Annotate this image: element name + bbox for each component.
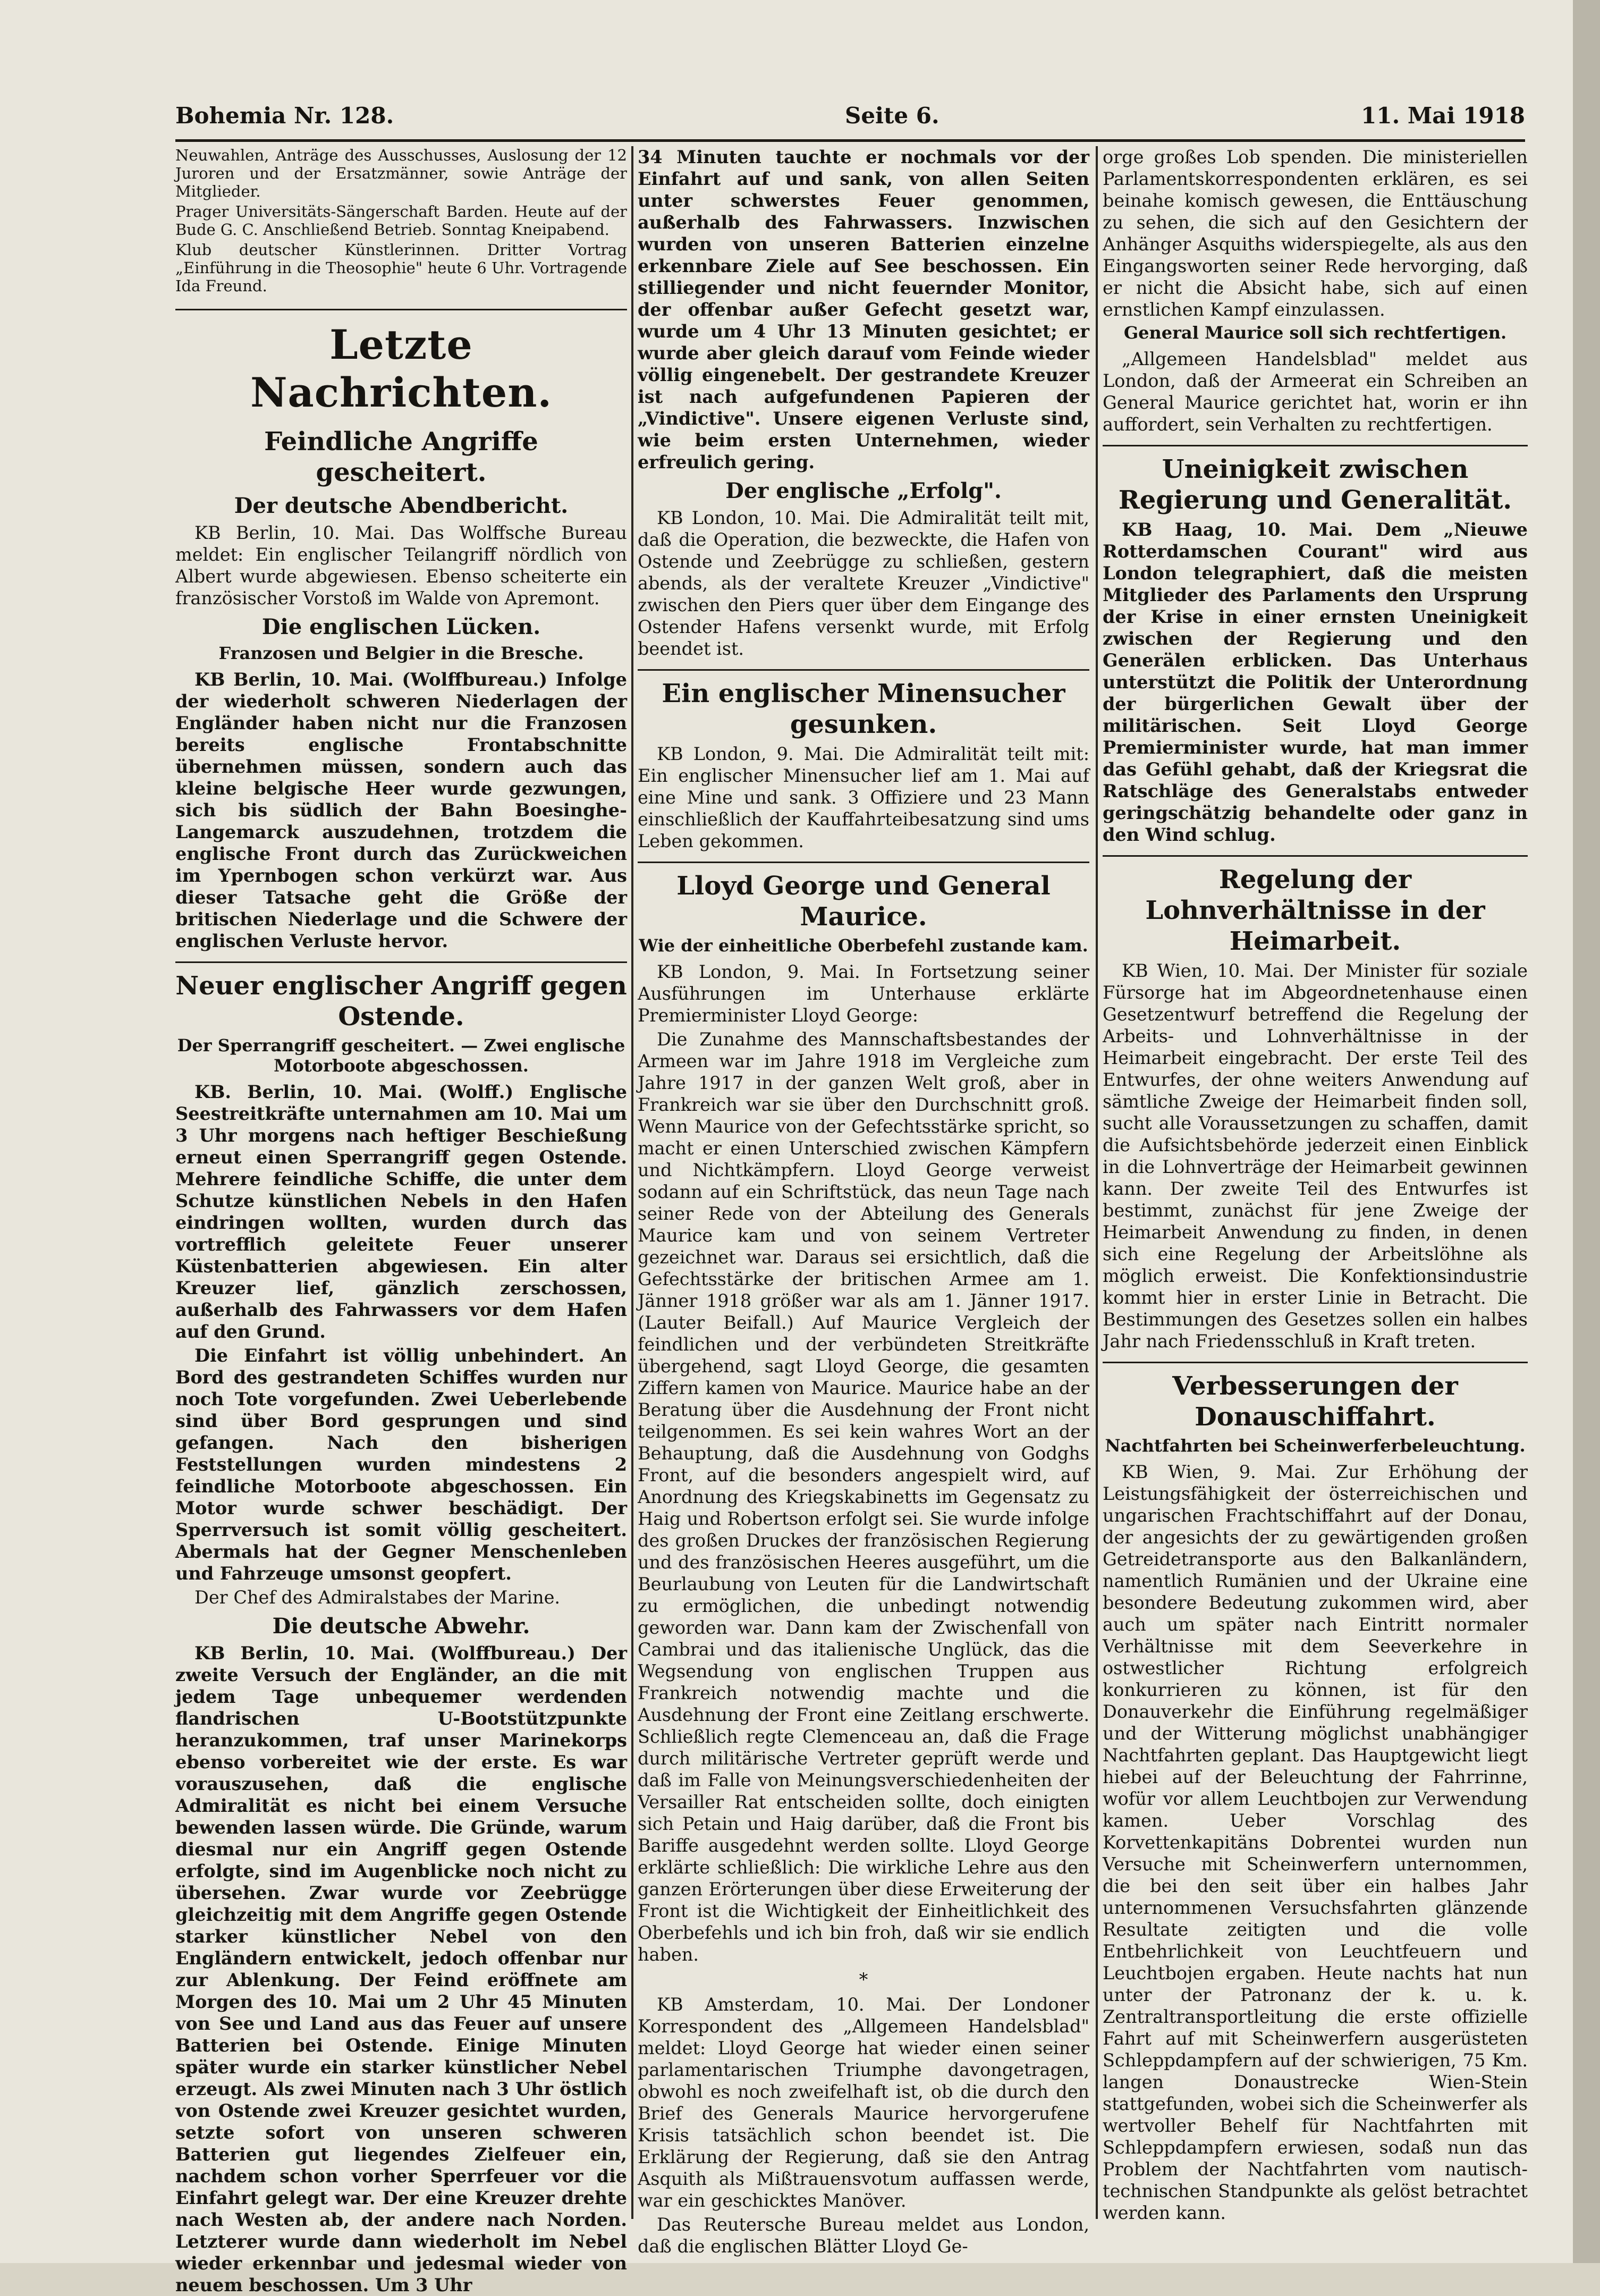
column-3 — [1103, 146, 1528, 2223]
article-body: KB Haag, 10. Mai. Dem „Nieuwe Rotterdamschen Courant" wird aus London telegraphiert, daß die meisten Mitglieder des Parlaments den Ursprung der Krise in einer ernsten Uneinigkeit zwischen der Regierung und den Generälen erblicken. Das Unterhaus unterstützt die Politik der Unterordnung der bürgerlichen Gewalt über der militärischen. Seit Lloyd George Premierminister wurde, hat man immer das Gefühl gehabt, daß der Kriegsrat die Ratschläge des Generalstabs entweder geringschätzig behandelte oder ganz in den Wind schlug. — [1103, 519, 1528, 845]
column-2 — [638, 146, 1089, 2257]
headline: Der englische „Erfolg". — [725, 478, 1002, 503]
headline: Regelung der Lohnverhältnisse in der Heimarbeit. — [1103, 855, 1528, 957]
article-body: KB Berlin, 10. Mai. (Wolffbureau.) Infolge der wiederholt schweren Niederlagen der Engländer haben nicht nur die Franzosen bereits englische Frontabschnitte übernehmen müssen, sondern auch das kleine belgische Heer wurde gezwungen, sich bis südlich der Bahn Boesinghe-Langemarck auszudehnen, trotzdem die englische Front durch das Zurückweichen im Ypernbogen schon verkürzt war. Aus dieser Tatsache geht die Größe der britischen Niederlage und die Schwere der englischen Verluste hervor. — [175, 669, 627, 951]
deck: Der Sperrangriff gescheitert. — Zwei englische Motorboote abgeschossen. — [177, 1035, 625, 1076]
page-header — [175, 100, 1525, 132]
deck: Wie der einheitliche Oberbefehl zustande kam. — [639, 935, 1088, 956]
article-continuation: orge großes Lob spenden. Die ministeriellen Parlamentskorrespondenten erklären, es sei beinahe komisch gewesen, die Enttäuschung zu sehen, die sich auf den Gesichtern der Anhänger Asquiths widerspiegelte, als aus den Eingangsworten seiner Rede hervorging, daß er nicht die Absicht habe, sich auf einen ernstlichen Kampf einzulassen. — [1103, 147, 1528, 320]
article-body: KB Berlin, 10. Mai. Das Wolffsche Bureau meldet: Ein englischer Teilangriff nördlich von Albert wurde abgewiesen. Ebenso scheiterte ein französischer Vorstoß im Walde von Apremont. — [175, 522, 627, 609]
article-body: „Allgemeen Handelsblad" meldet aus London, daß der Armeerat ein Schreiben an General Maurice gerichtet hat, worin er ihn auffordert, sein Verhalten zu rechtfertigen. — [1103, 349, 1528, 435]
headline: Uneinigkeit zwischen Regierung und Generalität. — [1103, 445, 1528, 516]
column-divider — [1096, 146, 1098, 2219]
headline: Verbesserungen der Donauschiffahrt. — [1103, 1362, 1528, 1432]
deck: Franzosen und Belgier in die Bresche. — [218, 643, 584, 663]
article-body: KB Amsterdam, 10. Mai. Der Londoner Korrespondent des „Allgemeen Handelsblad" meldet: Lloyd George hat wieder einen seiner parlamentarischen Triumphe davongetragen, obwohl es noch zweifelhaft ist, ob die durch den Brief des Generals Maurice hervorgerufene Krisis tatsächlich schon beendet ist. Die Erklärung der Regierung, daß sie den Antrag Asquith als Mißtrauensvotum auffassen werde, war ein geschicktes Manöver. — [638, 1994, 1089, 2211]
notice: Neuwahlen, Anträge des Ausschusses, Auslosung der 12 Juroren und der Ersatzmänner, sowie Anträge der Mitglieder. — [175, 146, 627, 200]
headline: Ein englischer Minensucher gesunken. — [638, 669, 1089, 740]
article-body: Das Reutersche Bureau meldet aus London, daß die englischen Blätter Lloyd Ge- — [638, 2214, 1089, 2257]
article-continuation: 34 Minuten tauchte er nochmals vor der Einfahrt auf und sank, von allen Seiten unter schwerstes Feuer genommen, außerhalb des Fahrwassers. Inzwischen wurden von unseren Batterien einzelne erkennbare Ziele auf See beschossen. Ein stilliegender und nicht feuernder Monitor, der offenbar außer Gefecht gesetzt war, wurde um 4 Uhr 13 Minuten gesichtet; er wurde aber gleich darauf vom Feinde wieder völlig eingenebelt. Der gestrandete Kreuzer ist nach aufgefundenen Papieren der „Vindictive". Unsere eigenen Verluste sind, wie beim ersten Unternehmen, wieder erfreulich gering. — [638, 147, 1089, 472]
headline: General Maurice soll sich rechtfertigen. — [1123, 323, 1507, 343]
article-body: KB. Berlin, 10. Mai. (Wolff.) Englische Seestreitkräfte unternahmen am 10. Mai um 3 Uhr morgens nach heftiger Beschießung erneut einen Sperrangriff gegen Ostende. Mehrere feindliche Schiffe, die unter dem Schutze künstlichen Nebels in den Hafen eindringen wollten, wurden durch das vortrefflich geleitete Feuer unserer Küstenbatterien abgewiesen. Ein alter Kreuzer lief, gänzlich zerschossen, außerhalb des Fahrwassers vor dem Hafen auf den Grund. — [175, 1082, 627, 1342]
signature: Der Chef des Admiralstabes der Marine. — [194, 1587, 561, 1608]
article-body: KB Wien, 10. Mai. Der Minister für soziale Fürsorge hat im Abgeordnetenhause einen Gesetzentwurf betreffend die Regelung der Arbeits- und Lohnverhältnisse in der Heimarbeit eingebracht. Der erste Teil des Entwurfes, der ohne weiters Anwendung auf sämtliche Zweige der Heimarbeit finden soll, sucht alle Voraussetzungen zu schaffen, damit die Aufsichtsbehörde jederzeit einen Einblick in die Lohnverträge der Heimarbeit gewinnen kann. Der zweite Teil des Entwurfes ist bestimmt, zunächst für jene Zweige der Heimarbeit Anwendung zu finden, in denen sich eine Regelung der Arbeitslöhne als möglich erweist. Die Konfektionsindustrie kommt hier in erster Linie in Betracht. Die Bestimmungen des Gesetzes sollen ein halbes Jahr nach Friedensschluß in Kraft treten. — [1103, 960, 1528, 1352]
article-body: Die Einfahrt ist völlig unbehindert. An Bord des gestrandeten Schiffes wurden nur noch Tote vorgefunden. Zwei Ueberlebende sind über Bord gesprungen und sind gefangen. Nach den bisherigen Feststellungen wurden mindestens 2 feindliche Motorboote abgeschossen. Ein Motor wurde schwer beschädigt. Der Sperrversuch ist somit völlig gescheitert. Abermals hat der Gegner Menschenleben und Fahrzeuge umsonst geopfert. — [175, 1345, 627, 1584]
club-notices — [175, 146, 627, 295]
notice: Prager Universitäts-Sängerschaft Barden. Heute auf der Bude G. C. Anschließend Betrieb. Sonntag Kneipabend. — [175, 202, 627, 239]
scan-margin — [1573, 0, 1600, 2263]
notice: Klub deutscher Künstlerinnen. Dritter Vortrag „Einführung in die Theosophie" heute 6 Uhr. Vortragende Ida Freund. — [175, 241, 627, 295]
article-body: KB Berlin, 10. Mai. (Wolffbureau.) Der zweite Versuch der Engländer, an die mit jedem Tage unbequemer werdenden flandrischen U-Bootstützpunkte heranzukommen, traf unser Marinekorps ebenso vorbereitet wie der erste. Es war vorauszusehen, daß die englische Admiralität es nicht bei einem Versuche bewenden lassen würde. Die Gründe, warum diesmal nur ein Angriff gegen Ostende erfolgte, sind im Augenblicke noch nicht zu übersehen. Zwar wurde vor Zeebrügge gleichzeitig mit dem Angriffe gegen Ostende starker künstlicher Nebel von den Engländern entwickelt, jedoch offenbar nur zur Ablenkung. Der Feind eröffnete am Morgen des 10. Mai um 2 Uhr 45 Minuten von See und Land aus das Feuer auf unsere Batterien bei Ostende. Einige Minuten später wurde ein starker künstlicher Nebel erzeugt. Als zwei Minuten nach 3 Uhr östlich von Ostende zwei Kreuzer gesichtet wurden, setzte sofort von unseren schweren Batterien gut liegendes Zielfeuer ein, nachdem schon vorher Sperrfeuer vor die Einfahrt gelegt war. Der eine Kreuzer drehte nach Westen ab, der andere nach Norden. Letzterer wurde dann wiederholt im Nebel wieder erkennbar und jedesmal wieder von neuem beschossen. Um 3 Uhr — [175, 1643, 627, 2295]
header-rule — [175, 139, 1525, 142]
issue-number: Bohemia Nr. 128. — [175, 103, 394, 129]
subheadline: Der deutsche Abendbericht. — [234, 493, 569, 518]
article-body: KB London, 9. Mai. Die Admiralität teilt mit: Ein englischer Minensucher lief am 1. Mai auf eine Mine und sank. 3 Offiziere und 23 Mann einschließlich der Kauffahrteibesatzung sind ums Leben gekommen. — [638, 744, 1089, 851]
article-body: KB London, 9. Mai. In Fortsetzung seiner Ausführungen im Unterhause erklärte Premierminister Lloyd George: — [638, 961, 1089, 1026]
issue-date: 11. Mai 1918 — [1361, 103, 1525, 129]
section-title: Letzte Nachrichten. — [175, 309, 627, 417]
article-body: KB Wien, 9. Mai. Zur Erhöhung der Leistungsfähigkeit der österreichischen und ungarischen Frachtschiffahrt auf der Donau, der angesichts der zu gewärtigenden großen Getreidetransporte aus den Balkanländern, namentlich Rumänien und der Ukraine eine besondere Bedeutung zukommen wird, aber auch um später nach Eintritt normaler Verhältnisse mit dem Seeverkehre in ostwestlicher Richtung erfolgreich konkurrieren zu können, ist für den Donauverkehr die Einführung regelmäßiger und der Witterung möglichst unabhängiger Nachtfahrten geplant. Das Hauptgewicht liegt hiebei auf der Beleuchtung der Fahrrinne, wofür vor allem Leuchtbojen zur Verwendung kamen. Ueber Vorschlag des Korvettenkapitäns Dobrentei wurden nun Versuche mit Scheinwerfern unternommen, die bei den seit über ein halbes Jahr unternommenen Versuchsfahrten glänzende Resultate zeitigten und die volle Entbehrlichkeit von Leuchtfeuern und Leuchtbojen ergaben. Heute nachts hat nun unter der Patronanz der k. u. k. Zentraltransportleitung die erste offizielle Fahrt auf mit Scheinwerfern ausgerüsteten Schleppdampfern auf der schwierigen, 75 Km. langen Donaustrecke Wien-Stein stattgefunden, wobei sich die Scheinwerfer als wertvoller Behelf für Nachtfahrten mit Schleppdampfern erwiesen, sodaß nun das Problem der Nachtfahrten vom nautisch-technischen Standpunkte als gelöst betrachtet werden kann. — [1103, 1462, 1528, 2223]
article-body: Die Zunahme des Mannschaftsbestandes der Armeen war im Jahre 1918 im Vergleiche zum Jahre 1917 in der ganzen Welt groß, aber in Frankreich war sie über den Durchschnitt groß. Wenn Maurice von der Gefechtsstärke spricht, so macht er einen Unterschied zwischen Kämpfern und Nichtkämpfern. Lloyd George verweist sodann auf ein Schriftstück, das neun Tage nach seiner Rede von der Abteilung des Generals Maurice kam und von seinem Vertreter gezeichnet war. Daraus sei ersichtlich, daß die Gefechtsstärke der britischen Armee am 1. Jänner 1918 größer war als am 1. Jänner 1917. (Lauter Beifall.) Auf Maurice Vergleich der feindlichen und der verbündeten Streitkräfte übergehend, sagt Lloyd George, die gesamten Ziffern kamen von Maurice. Maurice habe an der Beratung über die Ausdehnung der Front nicht teilgenommen. Es sei kein wahres Wort an der Behauptung, daß die Ausdehnung von Godghs Front, auf die besonders angespielt wird, auf Anordnung des Kriegskabinetts im Gegensatz zu Haig und Robertson erfolgt sei. Sie wurde infolge des großen Druckes der französischen Regierung und des französischen Heeres ausgeführt, um die Beurlaubung von Leuten für die Landwirtschaft zu ermöglichen, die unbedingt notwendig geworden war. Dann kam der Zwischenfall von Cambrai und das italienische Unglück, das die Wegsendung von englischen Truppen aus Frankreich notwendig machte und die Ausdehnung der Front eine Zeitlang erschwerte. Schließlich regte Clemenceau an, daß die Frage durch militärische Vertreter geprüft werde und daß im Falle von Meinungsverschiedenheiten der Versailler Rat entscheiden sollte, doch einigten sich Petain und Haig darüber, daß die Front bis Bariffe ausgedehnt werden sollte. Lloyd George erklärte schließlich: Die wirkliche Lehre aus den ganzen Erörterungen über diese Erweiterung der Front ist die Wichtigkeit der Einheitlichkeit des Oberbefehls und ich bin froh, daß wir sie endlich haben. — [638, 1029, 1089, 1965]
deck: Nachtfahrten bei Scheinwerferbeleuchtung. — [1105, 1436, 1526, 1456]
column-1 — [175, 146, 627, 2295]
column-divider — [631, 146, 633, 2219]
headline: Neuer englischer Angriff gegen Ostende. — [175, 961, 627, 1032]
headline: Die deutsche Abwehr. — [272, 1614, 530, 1639]
headline: Die englischen Lücken. — [261, 614, 541, 639]
page-number: Seite 6. — [845, 103, 939, 129]
headline: Feindliche Angriffe gescheitert. — [264, 427, 538, 487]
article-body: KB London, 10. Mai. Die Admiralität teilt mit, daß die Operation, die bezweckte, die Hafen von Ostende und Zeebrügge zu schließen, gestern abends, als der veraltete Kreuzer „Vindictive" zwischen den Piers quer über dem Eingange des Ostender Hafens versenkt wurde, mit Erfolg beendet ist. — [638, 508, 1089, 659]
headline: Lloyd George und General Maurice. — [638, 862, 1089, 932]
separator-star: * — [859, 1969, 868, 1990]
